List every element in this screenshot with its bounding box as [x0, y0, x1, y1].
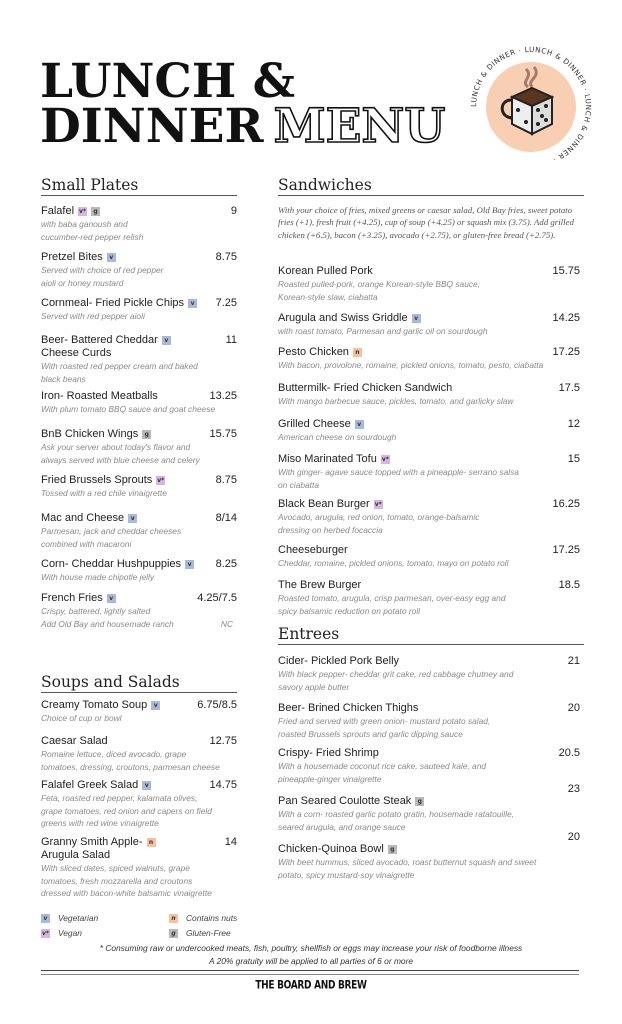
item-price: 8.75 [213, 251, 237, 263]
legend-nuts [169, 913, 237, 923]
item-name-text: Creamy Tomato Soup [41, 699, 148, 711]
section-title-entrees: Entrees [278, 625, 584, 645]
item-description: dressed with bacon-white balsamic vinaigrette [41, 888, 212, 898]
legend-gluten-free [169, 928, 231, 938]
item-price: 7.25 [213, 297, 237, 309]
vegetarian-badge-icon: v [185, 560, 194, 569]
menu-item [278, 346, 580, 372]
item-description: Served with choice of red pepper [41, 265, 164, 275]
item-description: Crispy, battered, lightly salted [41, 606, 151, 616]
item-name-line-2: Arugula Salad [41, 849, 111, 861]
item-name [278, 702, 534, 715]
item-name [278, 453, 534, 466]
item-name-text: Cider- Pickled Pork Belly [278, 655, 400, 667]
menu-item [278, 747, 580, 785]
item-description: With house made chipotle jelly [41, 572, 155, 582]
item-description: With plum tomato BBQ sauce and goat cheese [41, 404, 216, 414]
menu-item [278, 418, 580, 444]
item-name [278, 579, 534, 592]
nuts-badge-icon: n [147, 838, 156, 847]
item-description: grape tomatoes, red onion and capers on field [41, 805, 212, 816]
item-price: 13.25 [206, 390, 237, 402]
item-description: combined with macaroni [41, 538, 132, 549]
item-price: 17.25 [549, 544, 580, 556]
vegetarian-badge-icon: v [188, 299, 197, 308]
menu-item [41, 428, 237, 466]
item-name-text: The Brew Burger [278, 579, 362, 591]
item-name [41, 428, 191, 441]
item-description: Feta, roasted red pepper, kalamata olives, [41, 793, 198, 803]
item-description: American cheese on sourdough [278, 432, 397, 442]
item-price: 15.75 [206, 428, 237, 440]
item-price: 16.25 [549, 498, 580, 510]
item-name-text: Fried Brussels Sprouts [41, 474, 153, 486]
item-price: 8.75 [213, 474, 237, 486]
item-name [278, 747, 534, 760]
sandwiches-intro: With your choice of fries, mixed greens or caesar salad, Old Bay fries, sweet potato fries (+1), fresh fruit (+4.25), cup of soup (+4.25) or squash mix (3.75). Add grilled chicken (+6.5), bacon (+3.25), avocado (+2.75), or gluten-free bread (+2.75). [278, 205, 574, 240]
menu-item [41, 297, 237, 323]
menu-item [41, 592, 237, 630]
item-description: With a corn- roasted garlic potato gratin, housemade ratatouille, [278, 809, 514, 819]
item-name [41, 512, 191, 525]
vegetarian-badge-icon: v [355, 420, 364, 429]
item-description: Fried and served with green onion- mustard potato salad, [278, 716, 491, 726]
nuts-badge-icon: n [353, 348, 362, 357]
item-name-text: Beer- Battered Cheddar [41, 334, 158, 346]
item-description: Roasted pulled-pork, orange Korean-style BBQ sauce, [278, 279, 481, 289]
item-price: 8.25 [213, 558, 237, 570]
menu-item [41, 836, 237, 900]
item-description: Cheddar, romaine, pickled onions, tomato, mayo on potato roll [278, 558, 509, 568]
section-title-soups-salads: Soups and Salads [41, 673, 237, 693]
menu-item [41, 205, 237, 243]
item-name [41, 390, 191, 403]
vegetarian-badge-icon: v [128, 514, 137, 523]
item-name [41, 779, 191, 792]
menu-item [278, 579, 580, 617]
vegan-badge-icon: v* [374, 501, 382, 508]
item-name-text: French Fries [41, 592, 103, 604]
item-description: Choice of cup or bowl [41, 713, 122, 723]
item-description: With mango barbecue sauce, pickles, tomato, and garlicky slaw [278, 396, 514, 406]
item-name [41, 334, 191, 347]
item-description: With sliced dates, spiced walnuts, grape [41, 863, 190, 873]
item-description: Ask your server about today's flavor and [41, 442, 191, 452]
item-price: 11 [223, 334, 237, 346]
item-price: 20 [565, 831, 580, 843]
gluten-free-badge-icon: g [91, 207, 100, 216]
menu-item [41, 735, 237, 773]
vegetarian-badge-icon: v [107, 253, 116, 262]
item-name-text: Beer- Brined Chicken Thighs [278, 702, 419, 714]
vegan-badge-icon: v* [79, 208, 87, 215]
item-name [41, 558, 191, 571]
vegan-badge-icon: v* [157, 477, 165, 484]
vegan-badge-icon: v* [41, 930, 50, 937]
item-description: With roasted red pepper cream and baked [41, 361, 198, 371]
item-price: 12.75 [206, 735, 237, 747]
menu-item [41, 390, 237, 416]
item-description: dressing on herbed focaccia [278, 524, 383, 535]
menu-item [278, 655, 580, 693]
item-description: seared arugula, and orange sauce [278, 821, 406, 832]
gluten-free-badge-icon: g [415, 797, 424, 806]
item-name [41, 205, 191, 218]
item-price: 14.75 [206, 779, 237, 791]
item-name [41, 836, 191, 849]
item-price: 15 [565, 453, 580, 465]
item-description: Romaine lettuce, diced avocado, grape [41, 749, 187, 759]
item-name-text: Crispy- Fried Shrimp [278, 747, 379, 759]
item-price: 14 [222, 836, 237, 848]
item-name [41, 592, 191, 605]
legend-vegetarian [41, 913, 98, 923]
item-name-text: Cornmeal- Fried Pickle Chips [41, 297, 185, 309]
brand-logo: THE BOARD AND BREW [255, 979, 367, 993]
item-price: 8/14 [213, 512, 237, 524]
legend-label: Contains nuts [186, 913, 238, 923]
gluten-free-badge-icon: g [142, 430, 151, 439]
item-description: spicy balsamic reduction on potato roll [278, 605, 420, 616]
menu-item [41, 558, 237, 584]
item-extra-price: NC [220, 618, 233, 629]
item-name-text: Arugula and Swiss Griddle [278, 312, 408, 324]
item-name-text: Corn- Cheddar Hushpuppies [41, 558, 182, 570]
item-name [278, 655, 534, 668]
title-menu: MENU [273, 99, 446, 154]
item-price: 23 [565, 783, 580, 795]
item-description: black beans [41, 373, 86, 384]
menu-item [41, 334, 237, 385]
item-description: Roasted tomato, arugula, crisp parmesan, over-easy egg and [278, 593, 506, 603]
menu-item [278, 382, 580, 408]
item-name [278, 418, 534, 431]
logo-ring-text: LUNCH & DINNER · LUNCH & DINNER · LUNCH & DINNER · [468, 44, 594, 165]
item-name [278, 498, 534, 511]
item-name-text: Buttermilk- Fried Chicken Sandwich [278, 382, 453, 394]
item-description: Parmesan, jack and cheddar cheeses [41, 526, 182, 536]
legend-label: Vegetarian [58, 913, 99, 923]
legend-vegan [41, 928, 82, 938]
item-name-text: Pretzel Bites [41, 251, 103, 263]
item-description: Served with red pepper aioli [41, 311, 145, 321]
item-name [41, 474, 191, 487]
nuts-badge-icon: n [169, 914, 178, 923]
item-price: 21 [565, 655, 580, 667]
item-name-text: Korean Pulled Pork [278, 265, 373, 277]
item-name-text: Iron- Roasted Meatballs [41, 390, 158, 402]
menu-item [41, 251, 237, 289]
item-description: with roast tomato, Parmesan and garlic oil on sourdough [278, 326, 488, 336]
item-price: 4.25/7.5 [194, 592, 237, 604]
item-name [278, 265, 534, 278]
item-name-text: Pan Seared Coulotte Steak [278, 795, 412, 807]
divider [41, 970, 579, 971]
item-price: 17.25 [549, 346, 580, 358]
vegetarian-badge-icon: v [41, 914, 50, 923]
item-description: always served with blue cheese and celery [41, 454, 200, 465]
item-description: cucumber-red pepper relish [41, 231, 144, 242]
item-name-text: Granny Smith Apple- [41, 836, 143, 848]
item-description: aioli or honey mustard [41, 277, 124, 288]
item-name [278, 843, 534, 856]
item-description: Korean-style slaw, ciabatta [278, 291, 378, 302]
title-dinner: DINNER [40, 99, 264, 154]
item-name [278, 346, 534, 359]
item-name [278, 312, 534, 325]
item-name-text: Caesar Salad [41, 735, 108, 747]
item-description: potato, spicy mustard-soy vinaigrette [278, 869, 415, 880]
item-price: 15.75 [549, 265, 580, 277]
item-description: Add Old Bay and housemade ranch [41, 618, 174, 629]
title-line-2 [40, 99, 446, 154]
item-name [41, 251, 191, 264]
menu-item [41, 779, 237, 830]
menu-item [278, 265, 580, 303]
menu-item [278, 498, 580, 536]
menu-item [278, 783, 580, 833]
vegetarian-badge-icon: v [107, 594, 116, 603]
divider [41, 974, 579, 975]
item-name-text: BnB Chicken Wings [41, 428, 139, 440]
legend-label: Gluten-Free [186, 928, 231, 938]
vegetarian-badge-icon: v [142, 781, 151, 790]
item-name-text: Falafel Greek Salad [41, 779, 139, 791]
item-description: With black pepper- cheddar grit cake, red cabbage chutney and [278, 669, 514, 679]
menu-item [278, 453, 580, 491]
menu-item [41, 474, 237, 500]
item-name-text: Falafel [41, 205, 75, 217]
item-description: With beet hummus, sliced avocado, roast butternut squash and sweet [278, 857, 537, 867]
item-description: With a housemade coconut rice cake, sauteed kale, and [278, 761, 487, 771]
section-title-small-plates: Small Plates [41, 176, 237, 196]
item-name-text: Black Bean Burger [278, 498, 370, 510]
item-price: 12 [565, 418, 580, 430]
item-description: pineapple-ginger vinaigrette [278, 773, 382, 784]
item-description: savory apple butter [278, 681, 350, 692]
item-description: With bacon, provolone, romaine, pickled onions, tomato, pesto, ciabatta [278, 360, 544, 370]
gluten-free-badge-icon: g [169, 929, 178, 938]
item-price: 6.75/8.5 [194, 699, 237, 711]
item-name-text: Grilled Cheese [278, 418, 351, 430]
menu-item [278, 702, 580, 740]
menu-item [278, 831, 580, 881]
item-name [41, 735, 191, 748]
item-name-text: Pesto Chicken [278, 346, 349, 358]
item-description: greens with red wine vinaigrette [41, 818, 159, 828]
item-price: 18.5 [556, 579, 580, 591]
vegetarian-badge-icon: v [162, 336, 171, 345]
item-description: Avocado, arugula, red onion, tomato, orange-balsamic [278, 512, 480, 522]
item-name-text: Mac and Cheese [41, 512, 125, 524]
item-description: roasted Brussels sprouts and garlic dipping sauce [278, 728, 463, 739]
logo [466, 42, 596, 172]
item-name-line-2: Cheese Curds [41, 347, 112, 359]
item-description: tomatoes, dressing, croutons, parmesan cheese [41, 761, 220, 772]
vegetarian-badge-icon: v [412, 314, 421, 323]
item-price: 20.5 [556, 747, 580, 759]
menu-item [278, 312, 580, 338]
item-description: with baba ganoush and [41, 219, 128, 229]
item-name [41, 699, 191, 712]
item-description: tomatoes, fresh mozzarella and croutons [41, 875, 193, 886]
title-line-1: LUNCH & [40, 54, 296, 109]
item-name-text: Cheeseburger [278, 544, 348, 556]
item-description: Tossed with a red chile vinaigrette [41, 488, 167, 498]
item-name [41, 297, 195, 310]
item-price: 17.5 [556, 382, 580, 394]
item-name [278, 382, 534, 395]
item-price: 14.25 [549, 312, 580, 324]
disclaimer: * Consuming raw or undercooked meats, fish, poultry, shellfish or eggs may increase your risk of foodborne illness [99, 943, 523, 953]
item-name-text: Miso Marinated Tofu [278, 453, 377, 465]
vegan-badge-icon: v* [381, 456, 389, 463]
item-name [278, 544, 534, 557]
item-price: 9 [228, 205, 237, 217]
section-title-sandwiches: Sandwiches [278, 176, 584, 196]
vegetarian-badge-icon: v [151, 701, 160, 710]
item-name [278, 795, 534, 808]
menu-item [41, 512, 237, 550]
item-description: With ginger- agave sauce topped with a pineapple- serrano salsa [278, 467, 519, 477]
item-price: 20 [565, 702, 580, 714]
legend-label: Vegan [58, 928, 82, 938]
menu-item [41, 699, 237, 725]
gratuity-note: A 20% gratuity will be applied to all parties of 6 or more [208, 956, 414, 966]
item-description: on ciabatta [278, 479, 319, 490]
gluten-free-badge-icon: g [388, 845, 397, 854]
menu-item [278, 544, 580, 570]
item-name-text: Chicken-Quinoa Bowl [278, 843, 384, 855]
